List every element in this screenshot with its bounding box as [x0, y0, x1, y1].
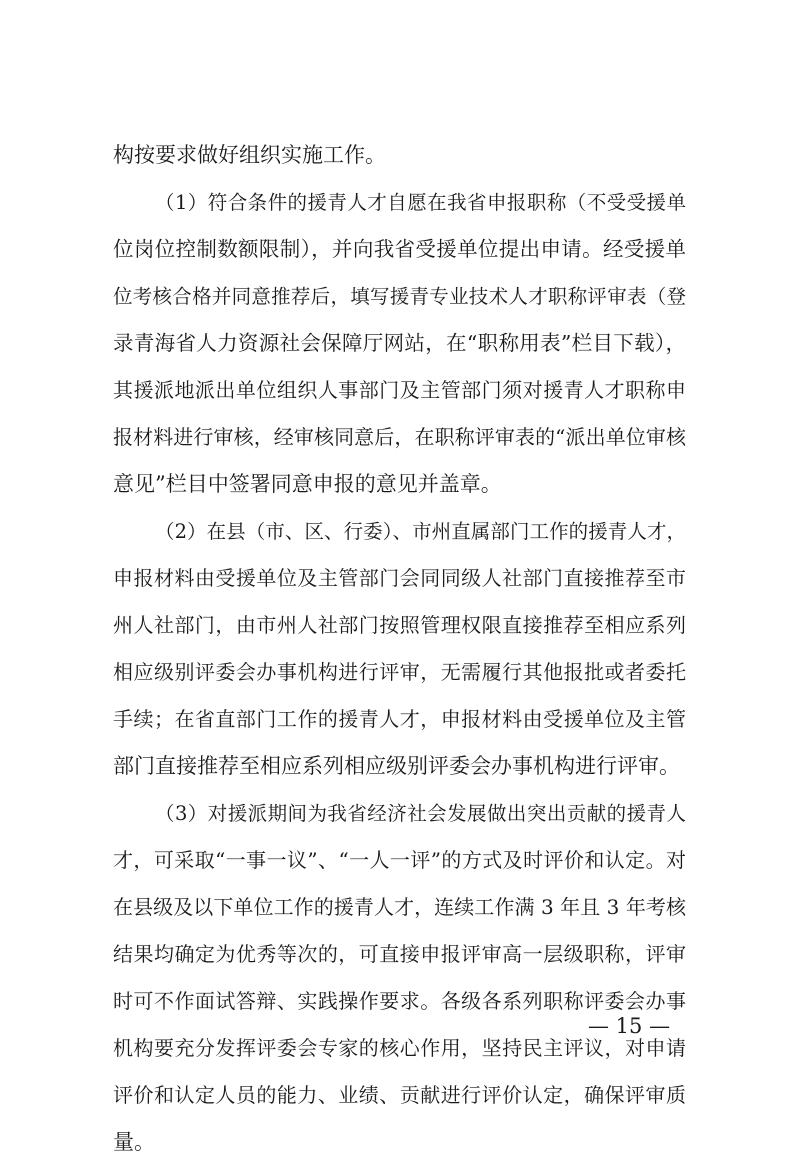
text-line: 时可不作面试答辩、实践操作要求。各级各系列职称评委会办事 [113, 989, 686, 1013]
text-line: 结果均确定为优秀等次的，可直接申报评审高一层级职称，评审 [113, 942, 686, 966]
page-number: — 15 — [588, 1014, 671, 1038]
text-line: 量。 [113, 1130, 155, 1154]
text-line: 州人社部门，由市州人社部门按照管理权限直接推荐至相应系列 [113, 613, 686, 637]
text-line: 在县级及以下单位工作的援青人才，连续工作满 3 年且 3 年考核 [113, 895, 686, 919]
text-line: 机构要充分发挥评委会专家的核心作用，坚持民主评议，对申请 [113, 1036, 686, 1060]
text-line: 构按要求做好组织实施工作。 [113, 143, 386, 167]
text-line: 部门直接推荐至相应系列相应级别评委会办事机构进行评审。 [113, 754, 680, 778]
text-line: 其援派地派出单位组织人事部门及主管部门须对援青人才职称申 [113, 378, 686, 402]
text-line: 报材料进行审核，经审核同意后，在职称评审表的“派出单位审核 [113, 425, 686, 449]
text-line: （1）符合条件的援青人才自愿在我省申报职称（不受受援单 [155, 191, 686, 214]
text-line: 相应级别评委会办事机构进行评审，无需履行其他报批或者委托 [113, 660, 686, 684]
text-line: 位岗位控制数额限制），并向我省受援单位提出申请。经受援单 [113, 237, 686, 261]
text-line: 评价和认定人员的能力、业绩、贡献进行评价认定，确保评审质 [113, 1083, 686, 1107]
text-line: （3）对援派期间为我省经济社会发展做出突出贡献的援青人 [155, 802, 686, 825]
text-line: 录青海省人力资源社会保障厅网站，在“职称用表”栏目下载）， [113, 331, 686, 355]
text-line: 才，可采取“一事一议”、“一人一评”的方式及时评价和认定。对 [113, 848, 686, 872]
text-line: （2）在县（市、区、行委）、市州直属部门工作的援青人才， [155, 520, 686, 543]
text-line: 申报材料由受援单位及主管部门会同同级人社部门直接推荐至市 [113, 566, 686, 590]
text-line: 意见”栏目中签署同意申报的意见并盖章。 [113, 472, 502, 496]
text-line: 位考核合格并同意推荐后，填写援青专业技术人才职称评审表（登 [113, 285, 686, 308]
text-line: 手续；在省直部门工作的援青人才，申报材料由受援单位及主管 [113, 707, 686, 731]
